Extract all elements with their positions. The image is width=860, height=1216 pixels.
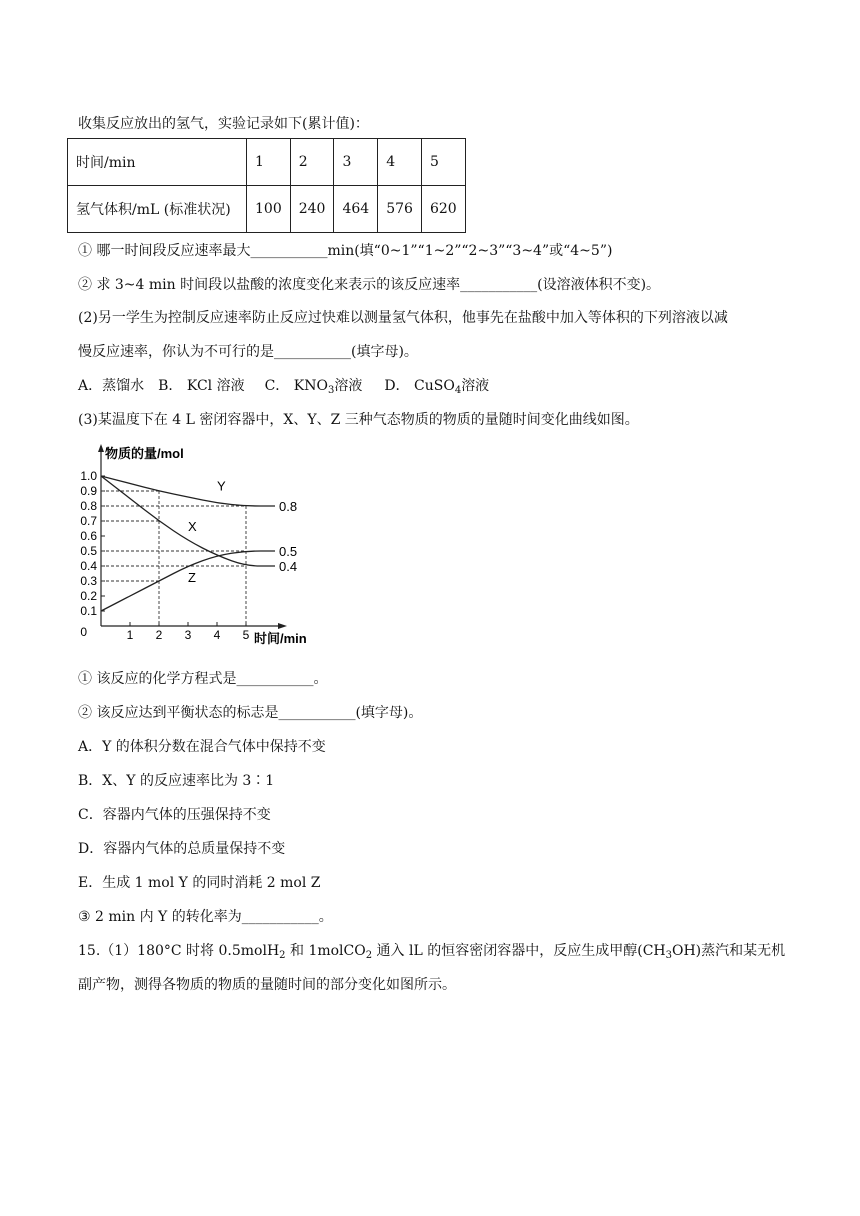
table-cell: 1 [247, 139, 291, 186]
y-tick-label: 1.0 [80, 469, 97, 483]
table-cell: 5 [421, 139, 465, 186]
series-label-y: Y [217, 478, 226, 494]
table-header-volume: 氢气体积/mL (标准状况) [68, 186, 247, 233]
question-3-option: B．X、Y 的反应速率比为 3∶1 [78, 773, 275, 789]
x-tick-label: 5 [242, 628, 250, 642]
x-axis-label: 时间/min [254, 631, 307, 646]
table-cell: 576 [378, 186, 422, 233]
y-tick-label: 0.7 [80, 514, 97, 528]
question-3a: ① 该反应的化学方程式是___________。 [78, 671, 328, 687]
table-cell: 3 [334, 139, 378, 186]
x-tick-label: 3 [184, 628, 192, 642]
table-cell: 2 [290, 139, 334, 186]
series-end-label: 0.4 [279, 559, 298, 574]
option-b: B． KCl 溶液 [158, 378, 245, 394]
x-tick-label: 2 [155, 628, 163, 642]
option-a: A．蒸馏水 [78, 378, 145, 394]
question-2-options [78, 375, 489, 396]
y-tick-label: 0 [80, 625, 87, 639]
table-row [68, 139, 466, 186]
x-tick-label: 1 [126, 628, 134, 642]
question-3-option: E．生成 1 mol Y 的同时消耗 2 mol Z [78, 875, 321, 891]
question-3c: ③ 2 min 内 Y 的转化率为___________。 [78, 909, 333, 925]
question-15-line1: 15.（1）180°C 时将 0.5molH$_2$ 和 1molCO$_2$ 通入 lL 的恒容密闭容器中，反应生成甲醇$(CH_3OH)$蒸汽和某无机 [78, 943, 786, 961]
question-3b: ② 该反应达到平衡状态的标志是___________(填字母)。 [78, 705, 423, 721]
y-tick-label: 0.6 [80, 529, 97, 543]
intro-text: 收集反应放出的氢气，实验记录如下(累计值)： [78, 116, 369, 132]
x-axis-arrow [278, 623, 287, 629]
amount-time-chart [64, 438, 334, 650]
question-3-intro: (3)某温度下在 4 L 密闭容器中，X、Y、Z 三种气态物质的物质的量随时间变化曲线如图。 [78, 412, 639, 428]
y-tick-label: 0.5 [80, 544, 97, 558]
question-2-line1: (2)另一学生为控制反应速率防止反应过快难以测量氢气体积，他事先在盐酸中加入等体积的下列溶液以减 [78, 310, 728, 326]
experiment-table [67, 138, 466, 233]
table-row [68, 186, 466, 233]
y-tick-label: 0.1 [80, 604, 97, 618]
y-tick-label: 0.9 [80, 484, 97, 498]
series-label-x: X [188, 518, 197, 534]
series-end-label: 0.5 [279, 544, 298, 559]
question-2-line2: 慢反应速率，你认为不可行的是___________(填字母)。 [78, 344, 418, 360]
y-axis-arrow [98, 444, 104, 452]
y-axis-label: 物质的量/mol [105, 446, 184, 461]
series-label-z: Z [188, 569, 196, 585]
table-cell: 620 [421, 186, 465, 233]
x-tick-label: 4 [213, 628, 221, 642]
table-cell: 4 [378, 139, 422, 186]
question-3-option: D．容器内气体的总质量保持不变 [78, 841, 286, 857]
table-cell: 240 [290, 186, 334, 233]
y-tick-label: 0.2 [80, 589, 97, 603]
question-1a: ① 哪一时间段反应速率最大___________min(填“0~1”“1~2”“2~3”“3~4”或“4~5”) [78, 243, 613, 259]
option-d: D． CuSO$_4$溶液 [384, 378, 490, 396]
question-3-option: A．Y 的体积分数在混合气体中保持不变 [78, 739, 326, 755]
y-tick-label: 0.4 [80, 559, 97, 573]
y-tick-label: 0.3 [80, 574, 97, 588]
table-header-time: 时间/min [68, 139, 247, 186]
option-c: C． $KNO_3$溶液 [264, 378, 363, 396]
question-3-option: C．容器内气体的压强保持不变 [78, 807, 271, 823]
question-15-line2: 副产物，测得各物质的物质的量随时间的部分变化如图所示。 [78, 977, 456, 993]
series-end-label: 0.8 [279, 499, 298, 514]
table-cell: 464 [334, 186, 378, 233]
y-tick-label: 0.8 [80, 499, 97, 513]
question-1b: ② 求 3~4 min 时间段以盐酸的浓度变化来表示的该反应速率___________(设溶液体积不变)。 [78, 277, 661, 293]
table-cell: 100 [247, 186, 291, 233]
